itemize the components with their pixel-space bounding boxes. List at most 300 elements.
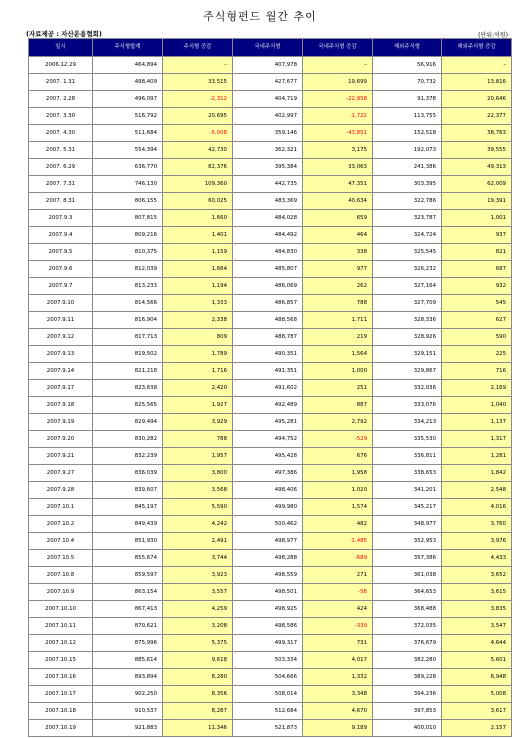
overseas-change-cell: 62,009 xyxy=(442,176,512,193)
equity-change-cell: 2,338 xyxy=(163,312,233,329)
domestic-equity-cell: 492,489 xyxy=(233,397,303,414)
date-cell: 2007.9.13 xyxy=(29,346,93,363)
equity-change-cell: 1,159 xyxy=(163,244,233,261)
domestic-equity-cell: 407,978 xyxy=(233,57,303,74)
equity-change-cell: 2,420 xyxy=(163,380,233,397)
domestic-equity-cell: 495,281 xyxy=(233,414,303,431)
header-overseas-equity: 해외주식형 xyxy=(373,39,442,57)
equity-total-cell: 816,904 xyxy=(93,312,163,329)
domestic-equity-cell: 498,977 xyxy=(233,533,303,550)
date-cell: 2007.9.11 xyxy=(29,312,93,329)
table-row xyxy=(29,210,512,227)
date-cell: 2007. 7.31 xyxy=(29,176,93,193)
table-row xyxy=(29,363,512,380)
domestic-equity-cell: 395,384 xyxy=(233,159,303,176)
overseas-equity-cell: 333,076 xyxy=(373,397,442,414)
domestic-equity-cell: 484,492 xyxy=(233,227,303,244)
equity-total-cell: 875,996 xyxy=(93,635,163,652)
date-cell: 2007.9.3 xyxy=(29,210,93,227)
date-cell: 2007.10.4 xyxy=(29,533,93,550)
overseas-equity-cell: 348,977 xyxy=(373,516,442,533)
domestic-change-cell: 1,020 xyxy=(303,482,373,499)
domestic-equity-cell: 497,386 xyxy=(233,465,303,482)
overseas-change-cell: 22,377 xyxy=(442,108,512,125)
date-cell: 2007.10.1 xyxy=(29,499,93,516)
domestic-change-cell: 4,670 xyxy=(303,703,373,720)
equity-change-cell: 5,590 xyxy=(163,499,233,516)
fund-trend-table xyxy=(28,38,512,737)
overseas-equity-cell: 376,679 xyxy=(373,635,442,652)
domestic-change-cell: -689 xyxy=(303,550,373,567)
domestic-equity-cell: 404,719 xyxy=(233,91,303,108)
equity-change-cell: 60,025 xyxy=(163,193,233,210)
table-row xyxy=(29,380,512,397)
table-row xyxy=(29,550,512,567)
table-header-row xyxy=(29,39,512,57)
equity-change-cell: 33,515 xyxy=(163,74,233,91)
domestic-equity-cell: 491,351 xyxy=(233,363,303,380)
date-cell: 2007.9.10 xyxy=(29,295,93,312)
domestic-equity-cell: 427,677 xyxy=(233,74,303,91)
equity-total-cell: 554,394 xyxy=(93,142,163,159)
date-cell: 2007.10.11 xyxy=(29,618,93,635)
table-row xyxy=(29,125,512,142)
table-row xyxy=(29,278,512,295)
header-domestic-change: 국내주식형 증감 xyxy=(303,39,373,57)
table-row xyxy=(29,635,512,652)
table-row xyxy=(29,686,512,703)
domestic-change-cell: 338 xyxy=(303,244,373,261)
equity-change-cell: 1,789 xyxy=(163,346,233,363)
overseas-change-cell: 13,816 xyxy=(442,74,512,91)
overseas-equity-cell: 192,073 xyxy=(373,142,442,159)
domestic-equity-cell: 499,317 xyxy=(233,635,303,652)
overseas-equity-cell: 389,228 xyxy=(373,669,442,686)
overseas-change-cell: 3,835 xyxy=(442,601,512,618)
equity-change-cell: 1,716 xyxy=(163,363,233,380)
equity-total-cell: 464,894 xyxy=(93,57,163,74)
equity-change-cell: 788 xyxy=(163,431,233,448)
domestic-change-cell: 1,711 xyxy=(303,312,373,329)
table-row xyxy=(29,176,512,193)
equity-change-cell: 3,568 xyxy=(163,482,233,499)
domestic-equity-cell: 498,559 xyxy=(233,567,303,584)
equity-change-cell: 1,927 xyxy=(163,397,233,414)
domestic-equity-cell: 498,501 xyxy=(233,584,303,601)
overseas-equity-cell: 113,755 xyxy=(373,108,442,125)
overseas-change-cell: 1,137 xyxy=(442,414,512,431)
equity-change-cell: 1,194 xyxy=(163,278,233,295)
overseas-change-cell: 225 xyxy=(442,346,512,363)
equity-change-cell: 1,957 xyxy=(163,448,233,465)
domestic-equity-cell: 486,857 xyxy=(233,295,303,312)
overseas-change-cell: 38,763 xyxy=(442,125,512,142)
table-row xyxy=(29,465,512,482)
overseas-change-cell: 1,842 xyxy=(442,465,512,482)
page-title: 주식형펀드 월간 추이 xyxy=(203,10,317,23)
domestic-equity-cell: 442,735 xyxy=(233,176,303,193)
equity-total-cell: 910,537 xyxy=(93,703,163,720)
table-row xyxy=(29,516,512,533)
equity-change-cell: 3,208 xyxy=(163,618,233,635)
domestic-equity-cell: 491,602 xyxy=(233,380,303,397)
date-cell: 2007.10.8 xyxy=(29,567,93,584)
equity-change-cell: 1,660 xyxy=(163,210,233,227)
domestic-change-cell: 19,699 xyxy=(303,74,373,91)
date-cell: 2007.10.5 xyxy=(29,550,93,567)
overseas-equity-cell: 338,653 xyxy=(373,465,442,482)
equity-total-cell: 636,770 xyxy=(93,159,163,176)
table-row xyxy=(29,499,512,516)
table-row xyxy=(29,601,512,618)
header-date: 일시 xyxy=(29,39,93,57)
date-cell: 2007. 8.31 xyxy=(29,193,93,210)
table-row xyxy=(29,669,512,686)
date-cell: 2007.10.9 xyxy=(29,584,93,601)
domestic-equity-cell: 498,925 xyxy=(233,601,303,618)
domestic-change-cell: 1,000 xyxy=(303,363,373,380)
equity-total-cell: 496,097 xyxy=(93,91,163,108)
overseas-change-cell: 4,016 xyxy=(442,499,512,516)
overseas-equity-cell: 327,709 xyxy=(373,295,442,312)
equity-total-cell: 817,713 xyxy=(93,329,163,346)
domestic-change-cell: – xyxy=(303,57,373,74)
domestic-equity-cell: 359,146 xyxy=(233,125,303,142)
date-cell: 2007. 3.30 xyxy=(29,108,93,125)
domestic-equity-cell: 362,321 xyxy=(233,142,303,159)
table-row xyxy=(29,193,512,210)
domestic-change-cell: 977 xyxy=(303,261,373,278)
equity-change-cell: 42,730 xyxy=(163,142,233,159)
table-row xyxy=(29,652,512,669)
overseas-equity-cell: 56,916 xyxy=(373,57,442,74)
table-row xyxy=(29,91,512,108)
overseas-equity-cell: 327,164 xyxy=(373,278,442,295)
domestic-equity-cell: 494,752 xyxy=(233,431,303,448)
overseas-equity-cell: 241,386 xyxy=(373,159,442,176)
header-overseas-change: 해외주식형 증감 xyxy=(442,39,512,57)
table-row xyxy=(29,720,512,737)
domestic-equity-cell: 498,288 xyxy=(233,550,303,567)
domestic-equity-cell: 508,014 xyxy=(233,686,303,703)
equity-change-cell: 8,280 xyxy=(163,669,233,686)
domestic-change-cell: 33,063 xyxy=(303,159,373,176)
domestic-change-cell: 424 xyxy=(303,601,373,618)
overseas-equity-cell: 345,217 xyxy=(373,499,442,516)
equity-change-cell: 4,259 xyxy=(163,601,233,618)
table-row xyxy=(29,261,512,278)
table-body xyxy=(29,57,512,737)
equity-total-cell: 839,607 xyxy=(93,482,163,499)
overseas-equity-cell: 91,378 xyxy=(373,91,442,108)
equity-change-cell: 3,744 xyxy=(163,550,233,567)
table-row xyxy=(29,108,512,125)
equity-change-cell: 1,333 xyxy=(163,295,233,312)
domestic-change-cell: 1,332 xyxy=(303,669,373,686)
equity-total-cell: 806,155 xyxy=(93,193,163,210)
equity-change-cell: 1,664 xyxy=(163,261,233,278)
overseas-equity-cell: 368,488 xyxy=(373,601,442,618)
date-cell: 2007.10.2 xyxy=(29,516,93,533)
domestic-equity-cell: 498,586 xyxy=(233,618,303,635)
date-cell: 2007.9.17 xyxy=(29,380,93,397)
table-row xyxy=(29,227,512,244)
equity-total-cell: 825,565 xyxy=(93,397,163,414)
table-row xyxy=(29,431,512,448)
domestic-change-cell: 3,175 xyxy=(303,142,373,159)
overseas-change-cell: 3,547 xyxy=(442,618,512,635)
overseas-equity-cell: 357,386 xyxy=(373,550,442,567)
overseas-equity-cell: 394,236 xyxy=(373,686,442,703)
date-cell: 2007.10.15 xyxy=(29,652,93,669)
equity-total-cell: 511,684 xyxy=(93,125,163,142)
equity-change-cell: 8,287 xyxy=(163,703,233,720)
date-cell: 2007. 5.31 xyxy=(29,142,93,159)
table-row xyxy=(29,159,512,176)
overseas-equity-cell: 400,010 xyxy=(373,720,442,737)
overseas-change-cell: 3,615 xyxy=(442,584,512,601)
overseas-equity-cell: 329,867 xyxy=(373,363,442,380)
date-cell: 2007.10.12 xyxy=(29,635,93,652)
table-row xyxy=(29,295,512,312)
equity-total-cell: 823,638 xyxy=(93,380,163,397)
date-cell: 2007.9.18 xyxy=(29,397,93,414)
domestic-equity-cell: 512,684 xyxy=(233,703,303,720)
equity-total-cell: 821,218 xyxy=(93,363,163,380)
equity-total-cell: 813,233 xyxy=(93,278,163,295)
overseas-equity-cell: 361,038 xyxy=(373,567,442,584)
domestic-equity-cell: 484,028 xyxy=(233,210,303,227)
date-cell: 2007.9.21 xyxy=(29,448,93,465)
table-row xyxy=(29,397,512,414)
equity-total-cell: 746,130 xyxy=(93,176,163,193)
overseas-change-cell: 1,001 xyxy=(442,210,512,227)
equity-change-cell: 109,360 xyxy=(163,176,233,193)
domestic-equity-cell: 483,369 xyxy=(233,193,303,210)
equity-change-cell: 8,356 xyxy=(163,686,233,703)
domestic-equity-cell: 402,997 xyxy=(233,108,303,125)
overseas-equity-cell: 70,732 xyxy=(373,74,442,91)
equity-change-cell: 3,923 xyxy=(163,567,233,584)
domestic-change-cell: 251 xyxy=(303,380,373,397)
table-row xyxy=(29,414,512,431)
table-row xyxy=(29,346,512,363)
overseas-change-cell: 1,281 xyxy=(442,448,512,465)
domestic-equity-cell: 490,351 xyxy=(233,346,303,363)
domestic-change-cell: 788 xyxy=(303,295,373,312)
equity-total-cell: 830,282 xyxy=(93,431,163,448)
equity-total-cell: 863,154 xyxy=(93,584,163,601)
domestic-equity-cell: 484,830 xyxy=(233,244,303,261)
table-row xyxy=(29,244,512,261)
domestic-change-cell: 40,634 xyxy=(303,193,373,210)
overseas-equity-cell: 326,232 xyxy=(373,261,442,278)
table-row xyxy=(29,448,512,465)
overseas-change-cell: 687 xyxy=(442,261,512,278)
domestic-equity-cell: 503,334 xyxy=(233,652,303,669)
overseas-change-cell: 6,948 xyxy=(442,669,512,686)
date-cell: 2006.12.29 xyxy=(29,57,93,74)
overseas-equity-cell: 341,201 xyxy=(373,482,442,499)
equity-total-cell: 829,494 xyxy=(93,414,163,431)
domestic-change-cell: -22,958 xyxy=(303,91,373,108)
equity-change-cell: 3,557 xyxy=(163,584,233,601)
overseas-change-cell: 2,548 xyxy=(442,482,512,499)
equity-total-cell: 807,815 xyxy=(93,210,163,227)
overseas-equity-cell: 397,853 xyxy=(373,703,442,720)
overseas-change-cell: 3,652 xyxy=(442,567,512,584)
domestic-change-cell: -58 xyxy=(303,584,373,601)
equity-total-cell: 832,239 xyxy=(93,448,163,465)
overseas-change-cell: 3,760 xyxy=(442,516,512,533)
overseas-change-cell: 627 xyxy=(442,312,512,329)
domestic-change-cell: 271 xyxy=(303,567,373,584)
equity-change-cell: 809 xyxy=(163,329,233,346)
overseas-change-cell: 590 xyxy=(442,329,512,346)
date-cell: 2007.10.18 xyxy=(29,703,93,720)
equity-total-cell: 814,566 xyxy=(93,295,163,312)
date-cell: 2007.10.17 xyxy=(29,686,93,703)
equity-total-cell: 516,792 xyxy=(93,108,163,125)
overseas-equity-cell: 335,530 xyxy=(373,431,442,448)
equity-total-cell: 859,597 xyxy=(93,567,163,584)
domestic-change-cell: 4,017 xyxy=(303,652,373,669)
equity-total-cell: 812,039 xyxy=(93,261,163,278)
overseas-equity-cell: 332,036 xyxy=(373,380,442,397)
overseas-equity-cell: 323,787 xyxy=(373,210,442,227)
equity-change-cell: 3,800 xyxy=(163,465,233,482)
overseas-equity-cell: 334,213 xyxy=(373,414,442,431)
equity-change-cell: – xyxy=(163,57,233,74)
domestic-equity-cell: 504,666 xyxy=(233,669,303,686)
domestic-equity-cell: 488,787 xyxy=(233,329,303,346)
domestic-change-cell: 731 xyxy=(303,635,373,652)
domestic-change-cell: 659 xyxy=(303,210,373,227)
equity-total-cell: 902,250 xyxy=(93,686,163,703)
date-cell: 2007.9.5 xyxy=(29,244,93,261)
equity-total-cell: 845,197 xyxy=(93,499,163,516)
overseas-equity-cell: 372,035 xyxy=(373,618,442,635)
equity-change-cell: 3,929 xyxy=(163,414,233,431)
overseas-change-cell: 2,157 xyxy=(442,720,512,737)
domestic-change-cell: -1,485 xyxy=(303,533,373,550)
equity-total-cell: 809,216 xyxy=(93,227,163,244)
equity-total-cell: 851,930 xyxy=(93,533,163,550)
domestic-change-cell: -1,722 xyxy=(303,108,373,125)
domestic-change-cell: 3,348 xyxy=(303,686,373,703)
date-cell: 2007.10.19 xyxy=(29,720,93,737)
overseas-equity-cell: 352,953 xyxy=(373,533,442,550)
domestic-equity-cell: 500,462 xyxy=(233,516,303,533)
table-row xyxy=(29,482,512,499)
domestic-change-cell: 2,792 xyxy=(303,414,373,431)
overseas-change-cell: 937 xyxy=(442,227,512,244)
overseas-change-cell: – xyxy=(442,57,512,74)
overseas-equity-cell: 328,926 xyxy=(373,329,442,346)
table-row xyxy=(29,533,512,550)
date-cell: 2007. 6.29 xyxy=(29,159,93,176)
domestic-change-cell: 1,574 xyxy=(303,499,373,516)
equity-change-cell: -2,312 xyxy=(163,91,233,108)
header-domestic-equity: 국내주식형 xyxy=(233,39,303,57)
overseas-change-cell: 3,976 xyxy=(442,533,512,550)
domestic-change-cell: -529 xyxy=(303,431,373,448)
table-row xyxy=(29,312,512,329)
header-equity-total: 주식형합계 xyxy=(93,39,163,57)
date-cell: 2007. 4.30 xyxy=(29,125,93,142)
overseas-change-cell: 49,313 xyxy=(442,159,512,176)
domestic-equity-cell: 495,428 xyxy=(233,448,303,465)
domestic-equity-cell: 485,807 xyxy=(233,261,303,278)
overseas-equity-cell: 303,395 xyxy=(373,176,442,193)
equity-change-cell: 11,346 xyxy=(163,720,233,737)
domestic-change-cell: 9,189 xyxy=(303,720,373,737)
domestic-equity-cell: 488,568 xyxy=(233,312,303,329)
unit-note: (단위:억원) xyxy=(478,32,508,39)
table-row xyxy=(29,142,512,159)
equity-change-cell: 20,695 xyxy=(163,108,233,125)
domestic-change-cell: 1,564 xyxy=(303,346,373,363)
table-row xyxy=(29,703,512,720)
date-cell: 2007.9.7 xyxy=(29,278,93,295)
domestic-change-cell: 219 xyxy=(303,329,373,346)
table-row xyxy=(29,57,512,74)
domestic-change-cell: 47,351 xyxy=(303,176,373,193)
date-cell: 2007.10.10 xyxy=(29,601,93,618)
overseas-equity-cell: 322,786 xyxy=(373,193,442,210)
overseas-equity-cell: 328,336 xyxy=(373,312,442,329)
date-cell: 2007.9.14 xyxy=(29,363,93,380)
domestic-change-cell: -339 xyxy=(303,618,373,635)
equity-total-cell: 810,375 xyxy=(93,244,163,261)
domestic-change-cell: 464 xyxy=(303,227,373,244)
overseas-equity-cell: 364,653 xyxy=(373,584,442,601)
table-row xyxy=(29,329,512,346)
equity-total-cell: 893,894 xyxy=(93,669,163,686)
domestic-change-cell: 1,958 xyxy=(303,465,373,482)
domestic-equity-cell: 486,069 xyxy=(233,278,303,295)
domestic-change-cell: -43,851 xyxy=(303,125,373,142)
equity-total-cell: 498,409 xyxy=(93,74,163,91)
equity-total-cell: 836,039 xyxy=(93,465,163,482)
equity-total-cell: 921,883 xyxy=(93,720,163,737)
domestic-equity-cell: 521,873 xyxy=(233,720,303,737)
equity-total-cell: 885,614 xyxy=(93,652,163,669)
equity-change-cell: 5,375 xyxy=(163,635,233,652)
overseas-equity-cell: 329,151 xyxy=(373,346,442,363)
overseas-equity-cell: 382,280 xyxy=(373,652,442,669)
overseas-equity-cell: 324,724 xyxy=(373,227,442,244)
date-cell: 2007.10.16 xyxy=(29,669,93,686)
overseas-equity-cell: 336,811 xyxy=(373,448,442,465)
date-cell: 2007.9.27 xyxy=(29,465,93,482)
overseas-change-cell: 4,644 xyxy=(442,635,512,652)
date-cell: 2007.9.4 xyxy=(29,227,93,244)
date-cell: 2007.9.6 xyxy=(29,261,93,278)
equity-total-cell: 819,502 xyxy=(93,346,163,363)
table-row xyxy=(29,567,512,584)
table-row xyxy=(29,74,512,91)
header-equity-change: 주식형 증감 xyxy=(163,39,233,57)
domestic-change-cell: 482 xyxy=(303,516,373,533)
equity-change-cell: 4,242 xyxy=(163,516,233,533)
domestic-change-cell: 676 xyxy=(303,448,373,465)
date-cell: 2007.9.28 xyxy=(29,482,93,499)
domestic-equity-cell: 498,406 xyxy=(233,482,303,499)
overseas-change-cell: 4,433 xyxy=(442,550,512,567)
equity-change-cell: 82,376 xyxy=(163,159,233,176)
overseas-change-cell: 5,008 xyxy=(442,686,512,703)
